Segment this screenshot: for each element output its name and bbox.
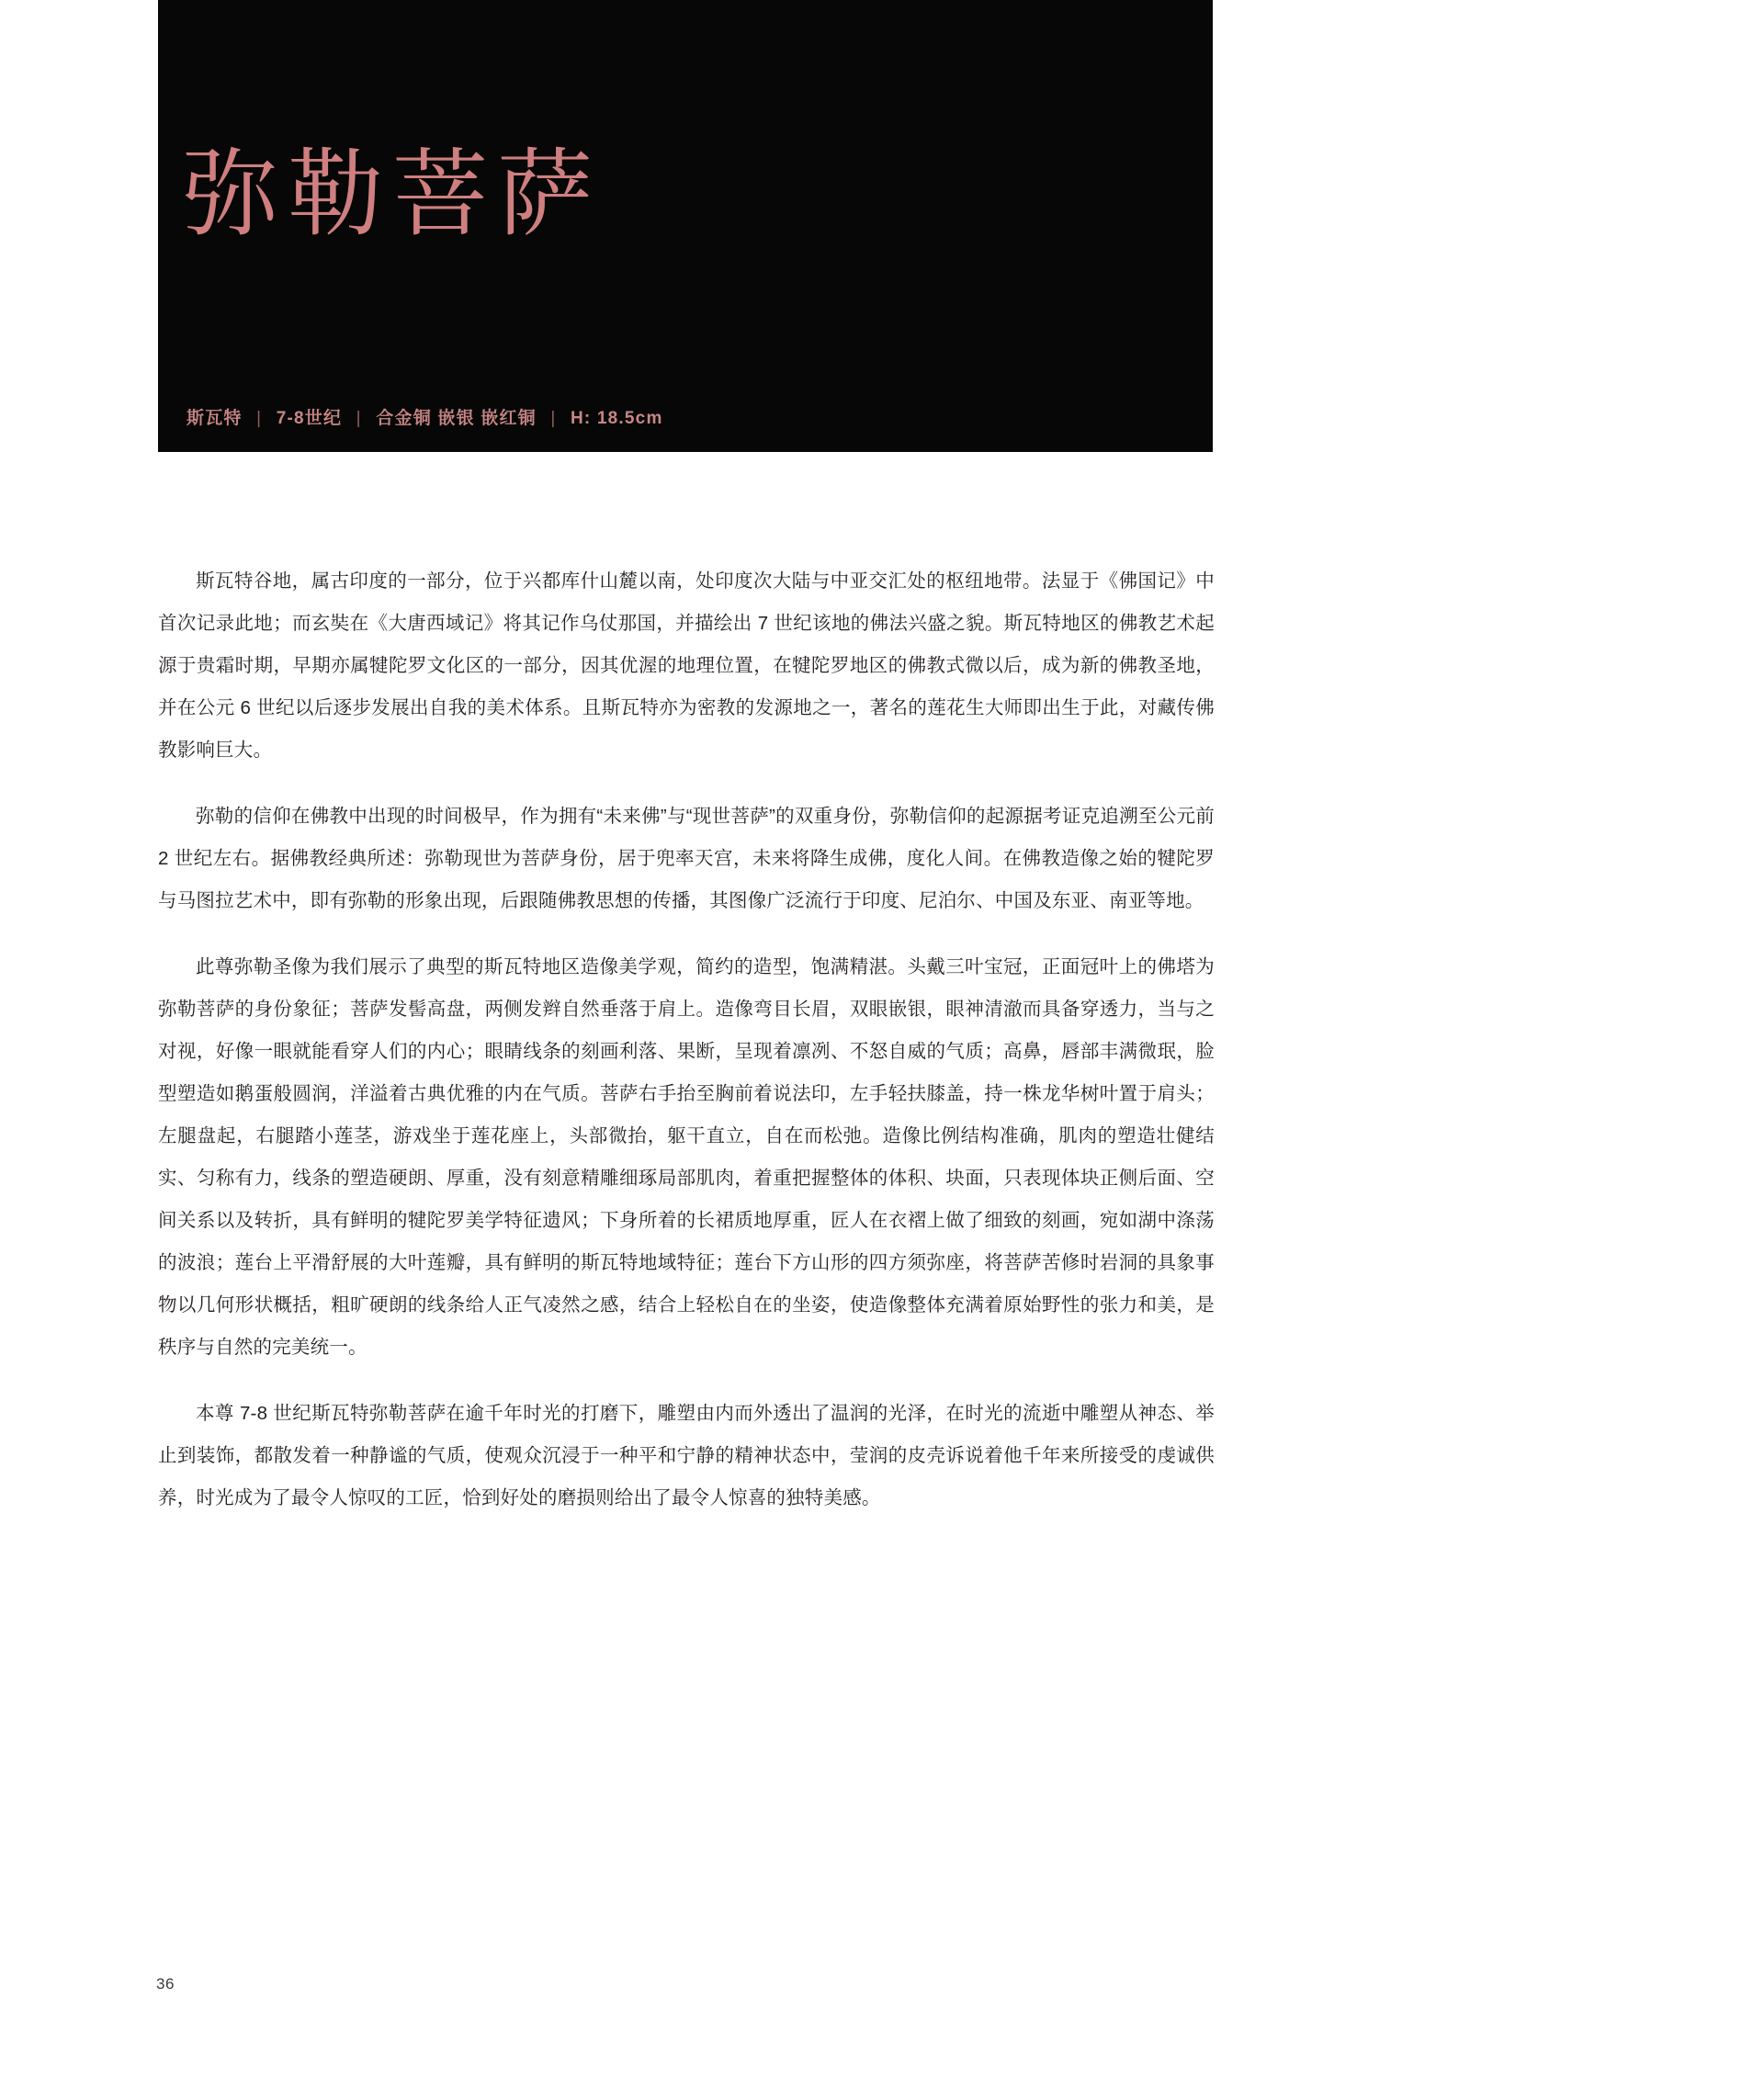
body-text-column (158, 560, 1215, 1519)
metadata-period: 7-8世纪 (276, 409, 343, 428)
artwork-metadata-line (187, 404, 663, 429)
metadata-separator-3: | (550, 409, 557, 428)
metadata-material: 合金铜 嵌银 嵌红铜 (376, 409, 537, 428)
metadata-separator-1: | (256, 409, 263, 428)
paragraph-2: 弥勒的信仰在佛教中出现的时间极早，作为拥有“未来佛”与“现世菩萨”的双重身份，弥勒信仰的起源据考证克追溯至公元前 2 世纪左右。据佛教经典所述：弥勒现世为菩萨身份，居于兜率天宫，未来将降生成佛，度化人间。在佛教造像之始的犍陀罗与马图拉艺术中，即有弥勒的形象出现，后跟随佛教思想的传播，其图像广泛流行于印度、尼泊尔、中国及东亚、南亚等地。 (158, 806, 1215, 911)
paragraph-4: 本尊 7-8 世纪斯瓦特弥勒菩萨在逾千年时光的打磨下，雕塑由内而外透出了温润的光泽，在时光的流逝中雕塑从神态、举止到装饰，都散发着一种静谧的气质，使观众沉浸于一种平和宁静的精神状态中，莹润的皮壳诉说着他千年来所接受的虔诚供养，时光成为了最令人惊叹的工匠，恰到好处的磨损则给出了最令人惊喜的独特美感。 (158, 1403, 1215, 1508)
metadata-separator-2: | (356, 409, 362, 428)
paragraph-1: 斯瓦特谷地，属古印度的一部分，位于兴都库什山麓以南，处印度次大陆与中亚交汇处的枢纽地带。法显于《佛国记》中首次记录此地；而玄奘在《大唐西域记》将其记作乌仗那国，并描绘出 7 世纪该地的佛法兴盛之貌。斯瓦特地区的佛教艺术起源于贵霜时期，早期亦属犍陀罗文化区的一部分，因其优渥的地理位置，在犍陀罗地区的佛教式微以后，成为新的佛教圣地，并在公元 6 世纪以后逐步发展出自我的美术体系。且斯瓦特亦为密教的发源地之一，著名的莲花生大师即出生于此，对藏传佛教影响巨大。 (158, 570, 1215, 761)
page-number: 36 (156, 1975, 175, 1993)
metadata-origin: 斯瓦特 (187, 409, 243, 428)
hero-banner (158, 0, 1213, 452)
artwork-title: 弥勒菩萨 (183, 141, 603, 248)
metadata-dimension: H: 18.5cm (570, 409, 663, 428)
paragraph-3: 此尊弥勒圣像为我们展示了典型的斯瓦特地区造像美学观，简约的造型，饱满精湛。头戴三叶宝冠，正面冠叶上的佛塔为弥勒菩萨的身份象征；菩萨发髻高盘，两侧发辫自然垂落于肩上。造像弯目长眉，双眼嵌银，眼神清澈而具备穿透力，当与之对视，好像一眼就能看穿人们的内心；眼睛线条的刻画利落、果断，呈现着凛冽、不怒自威的气质；高鼻，唇部丰满微珉，脸型塑造如鹅蛋般圆润，洋溢着古典优雅的内在气质。菩萨右手抬至胸前着说法印，左手轻扶膝盖，持一株龙华树叶置于肩头；左腿盘起，右腿踏小莲茎，游戏坐于莲花座上，头部微抬，躯干直立，自在而松弛。造像比例结构准确，肌肉的塑造壮健结实、匀称有力，线条的塑造硬朗、厚重，没有刻意精雕细琢局部肌肉，着重把握整体的体积、块面，只表现体块正侧后面、空间关系以及转折，具有鲜明的犍陀罗美学特征遗风；下身所着的长裙质地厚重，匠人在衣褶上做了细致的刻画，宛如湖中涤荡的波浪；莲台上平滑舒展的大叶莲瓣，具有鲜明的斯瓦特地域特征；莲台下方山形的四方须弥座，将菩萨苦修时岩洞的具象事物以几何形状概括，粗旷硬朗的线条给人正气凌然之感，结合上轻松自在的坐姿，使造像整体充满着原始野性的张力和美，是秩序与自然的完美统一。 (158, 956, 1215, 1358)
